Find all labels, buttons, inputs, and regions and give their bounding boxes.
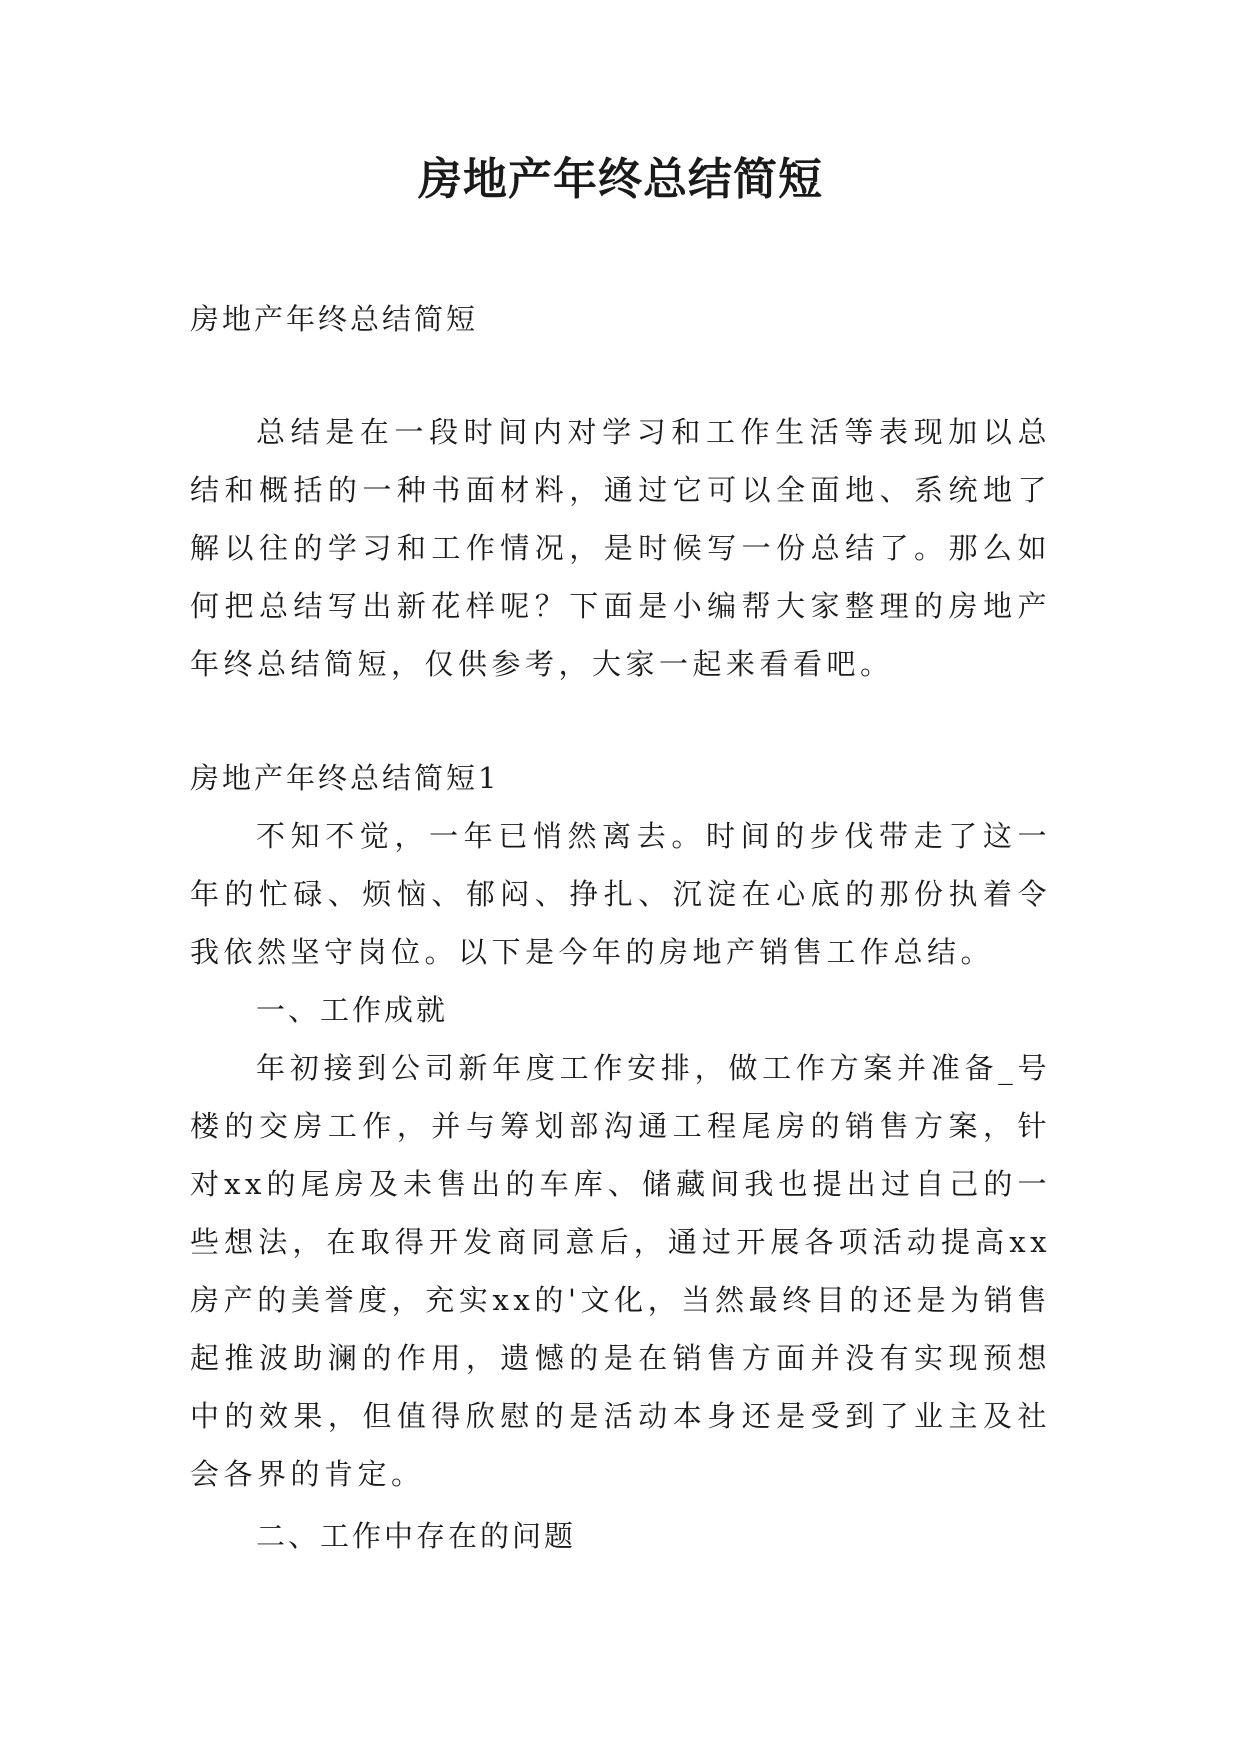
heading-achievements: 一、工作成就 <box>256 993 449 1027</box>
heading-problems: 二、工作中存在的问题 <box>256 1519 577 1553</box>
spacer <box>190 693 1051 749</box>
section-heading: 房地产年终总结简短1 <box>190 761 500 795</box>
intro-paragraph: 总结是在一段时间内对学习和工作生活等表现加以总结和概括的一种书面材料，通过它可以全面地、系统地了解以往的学习和工作情况，是时候写一份总结了。那么如何把总结写出新花样呢？下面是小编帮大家整理的房地产年终总结简短，仅供参考，大家一起来看看吧。 <box>190 415 1051 681</box>
document-subtitle: 房地产年终总结简短 <box>190 302 479 336</box>
spacer <box>190 348 1051 403</box>
document-body <box>190 290 1051 1565</box>
document-title: 房地产年终总结简短 <box>418 154 823 205</box>
paragraph-achievements: 年初接到公司新年度工作安排，做工作方案并准备_号楼的交房工作，并与筹划部沟通工程尾房的销售方案，针对xx的尾房及未售出的车库、储藏间我也提出过自己的一些想法，在取得开发商同意后，通过开展各项活动提高xx房产的美誉度，充实xx的'文化，当然最终目的还是为销售起推波助澜的作用，遗憾的是在销售方面并没有实现预想中的效果，但值得欣慰的是活动本身还是受到了业主及社会各界的肯定。 <box>190 1051 1051 1491</box>
paragraph-opening: 不知不觉，一年已悄然离去。时间的步伐带走了这一年的忙碌、烦恼、郁闷、挣扎、沉淀在心底的那份执着令我依然坚守岗位。以下是今年的房地产销售工作总结。 <box>190 819 1051 969</box>
